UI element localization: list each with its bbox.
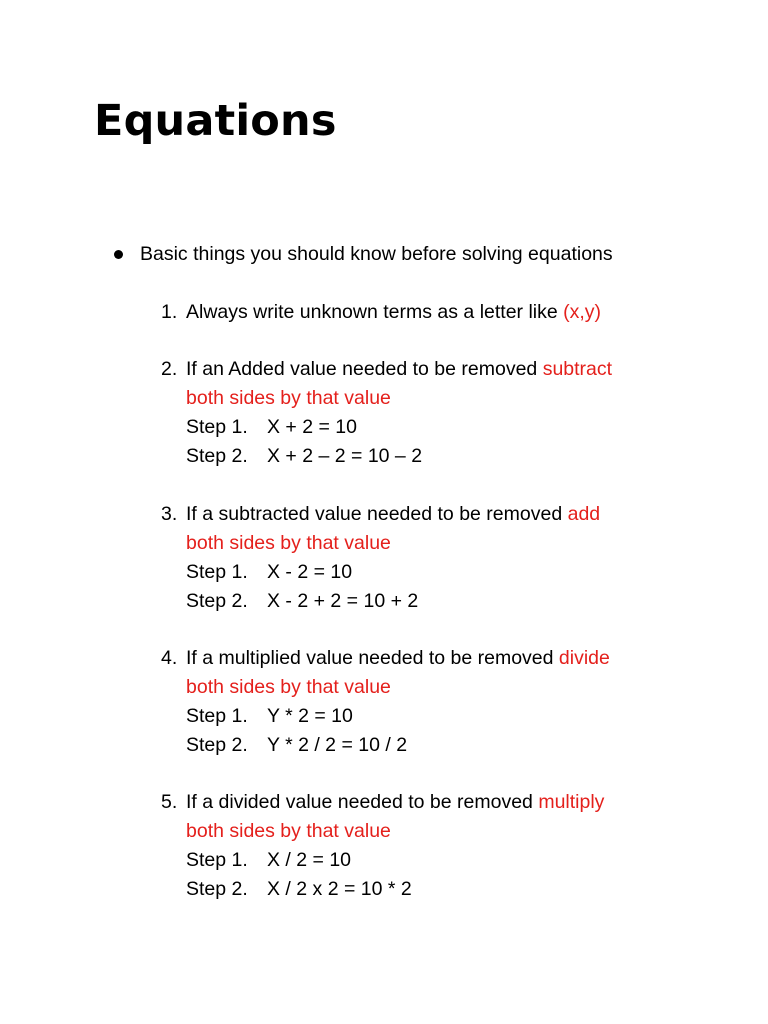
step-label: Step 2. [186, 734, 248, 756]
list-item-2 [161, 355, 721, 471]
step-label: Step 2. [186, 878, 248, 900]
step-label: Step 2. [186, 590, 248, 612]
step-label: Step 1. [186, 561, 248, 583]
step-label: Step 2. [186, 445, 248, 467]
step-label: Step 1. [186, 849, 248, 871]
step-row [186, 558, 721, 587]
item-highlight-line2: both sides by that value [186, 820, 391, 842]
step-expression: X - 2 = 10 [267, 561, 353, 583]
item-number: 3. [161, 503, 178, 525]
step-row [186, 702, 721, 731]
step-expression: X + 2 – 2 = 10 – 2 [267, 445, 423, 467]
item-highlight-line2: both sides by that value [186, 387, 391, 409]
step-expression: X + 2 = 10 [267, 416, 357, 438]
item-number: 5. [161, 791, 178, 813]
step-label: Step 1. [186, 705, 248, 727]
step-expression: X - 2 + 2 = 10 + 2 [267, 590, 419, 612]
step-row [186, 442, 721, 471]
step-row [186, 731, 721, 760]
item-highlight: (x,y) [563, 301, 602, 323]
bullet-icon [114, 250, 123, 259]
list-item-3 [161, 500, 721, 616]
list-item-5 [161, 788, 721, 904]
item-number: 2. [161, 358, 178, 380]
step-expression: Y * 2 / 2 = 10 / 2 [267, 734, 408, 756]
item-text: If a divided value needed to be removed [186, 791, 539, 813]
step-row [186, 875, 721, 904]
step-expression: X / 2 x 2 = 10 * 2 [267, 878, 412, 900]
item-text: Always write unknown terms as a letter like [186, 301, 564, 323]
intro-text: Basic things you should know before solving equations [140, 243, 613, 265]
list-item-4 [161, 644, 721, 760]
item-number: 1. [161, 301, 178, 323]
bullet-intro [114, 240, 613, 269]
item-highlight: multiply [538, 791, 605, 813]
item-highlight-line2: both sides by that value [186, 676, 391, 698]
list-item-1 [161, 298, 721, 327]
step-row [186, 846, 721, 875]
item-text: If a subtracted value needed to be removed [186, 503, 568, 525]
item-highlight: add [567, 503, 601, 525]
item-highlight-line2: both sides by that value [186, 532, 391, 554]
item-text: If an Added value needed to be removed [186, 358, 543, 380]
step-row [186, 587, 721, 616]
item-highlight: subtract [542, 358, 613, 380]
step-expression: X / 2 = 10 [267, 849, 352, 871]
item-number: 4. [161, 647, 178, 669]
item-highlight: divide [558, 647, 610, 669]
item-text: If a multiplied value needed to be removed [186, 647, 559, 669]
step-expression: Y * 2 = 10 [267, 705, 353, 727]
page-title: Equations [94, 96, 337, 146]
step-row [186, 413, 721, 442]
step-label: Step 1. [186, 416, 248, 438]
